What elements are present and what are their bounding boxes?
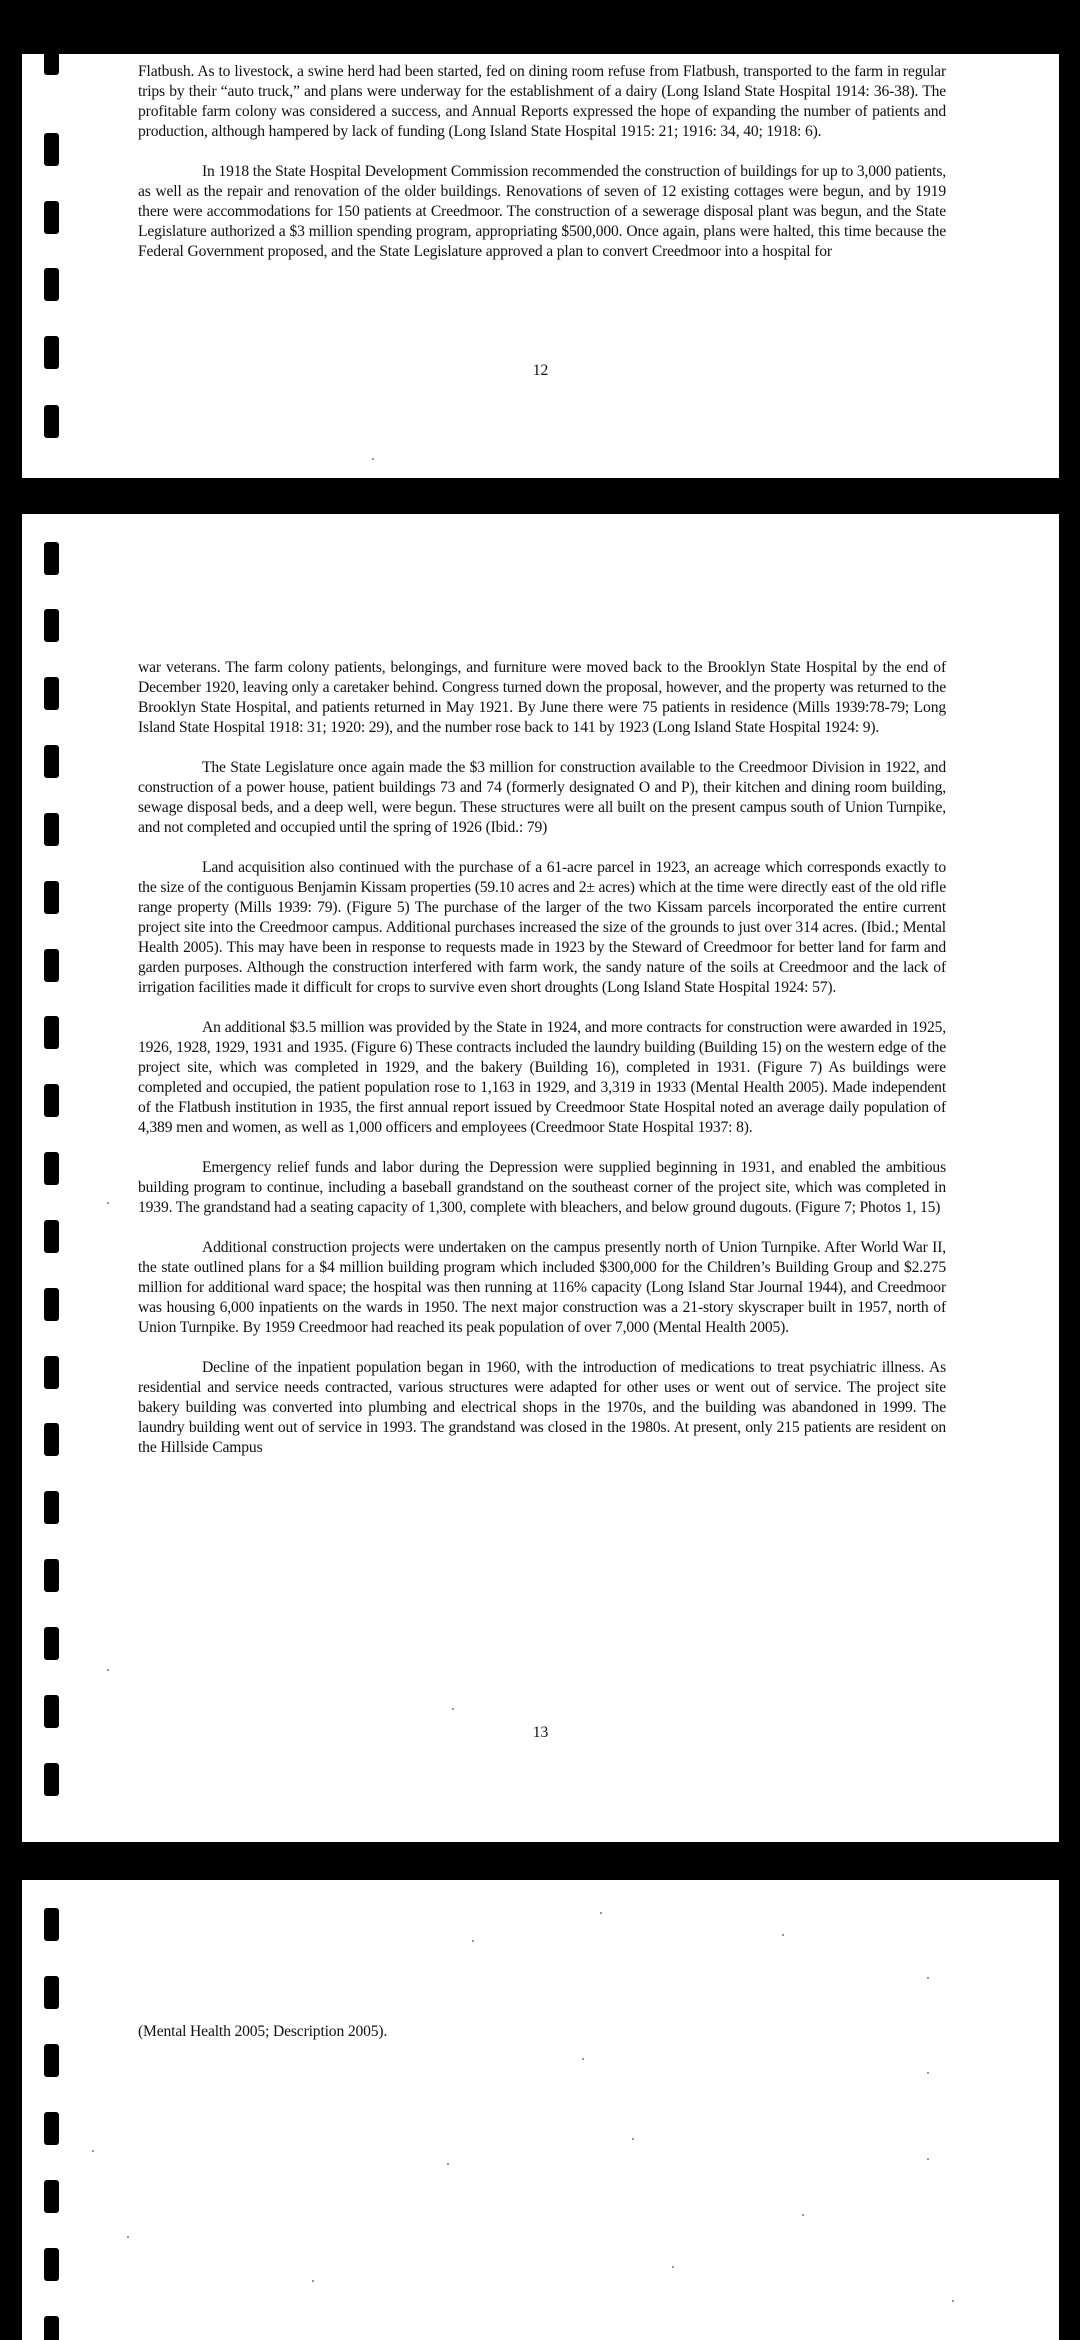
scan-speck <box>672 2266 674 2268</box>
paragraph: In 1918 the State Hospital Development Commission recommended the construction of buildings for up to 3,000 patients, as well as the repair and renovation of the older buildings. Renovations of seven of 12 existing cottages were begun, and by 1919 there were accommodations for 150 patients at Creedmoor. The construction of a sewerage disposal plant was begun, and the State Legislature authorized a $3 million spending program, appropriating $500,000. Once again, plans were halted, this time because the Federal Government proposed, and the State Legislature approved a plan to convert Creedmoor into a hospital for <box>138 163 946 260</box>
binder-hole <box>44 268 59 301</box>
binder-hole <box>44 1908 59 1941</box>
scan-speck <box>107 1669 109 1671</box>
binder-hole <box>44 1559 59 1592</box>
document-page-1 <box>22 54 1059 478</box>
page-3-text <box>138 2022 946 2042</box>
binder-hole <box>44 1288 59 1321</box>
paragraph: The State Legislature once again made the $3 million for construction available to the Creedmoor Division in 1922, and construction of a power house, patient buildings 73 and 74 (formerly designated O and P), their kitchen and dining room building, sewage disposal beds, and a deep well, were begun. These structures were all built on the present campus south of Union Turnpike, and not completed and occupied until the spring of 1926 (Ibid.: 79) <box>138 759 946 836</box>
page-2-text <box>138 658 946 1458</box>
binder-hole <box>44 813 59 846</box>
scan-speck <box>447 2163 449 2165</box>
scan-speck <box>127 2236 129 2238</box>
binder-hole <box>44 54 59 75</box>
scan-speck <box>927 2158 929 2160</box>
binder-hole <box>44 949 59 982</box>
paragraph: Land acquisition also continued with the purchase of a 61-acre parcel in 1923, an acreage which corresponds exactly to the size of the contiguous Benjamin Kissam properties (59.10 acres and 2± acres) which at the time were directly east of the old rifle range property (Mills 1939: 79). (Figure 5) The purchase of the larger of the two Kissam parcels incorporated the entire current project site into the Creedmoor campus. Additional purchases increased the size of the grounds to just over 314 acres. (Ibid.; Mental Health 2005). This may have been in response to requests made in 1923 by the Steward of Creedmoor for better land for farm and garden purposes. Although the construction interfered with farm work, the sandy nature of the soils at Creedmoor and the lack of irrigation facilities made it difficult for crops to survive even short droughts (Long Island State Hospital 1924: 57). <box>138 859 946 996</box>
binder-hole <box>44 609 59 642</box>
paragraph: Emergency relief funds and labor during the Depression were supplied beginning in 1931, and enabled the ambitious building program to continue, including a baseball grandstand on the southeast corner of the project site, which was completed in 1939. The grandstand had a seating capacity of 1,300, complete with bleachers, and below ground dugouts. (Figure 7; Photos 1, 15) <box>138 1159 946 1216</box>
scan-speck <box>782 1934 784 1936</box>
binder-hole <box>44 2316 59 2340</box>
paragraph: war veterans. The farm colony patients, belongings, and furniture were moved back to the Brooklyn State Hospital by the end of December 1920, leaving only a caretaker behind. Congress turned down the proposal, however, and the property was returned to the Brooklyn State Hospital, and patients returned in May 1921. By June there were 75 patients in residence (Mills 1939:78-79; Long Island State Hospital 1918: 31; 1920: 29), and the number rose back to 141 by 1923 (Long Island State Hospital 1924: 9). <box>138 659 946 736</box>
paragraph: Additional construction projects were undertaken on the campus presently north of Union Turnpike. After World War II, the state outlined plans for a $4 million building program which included $300,000 for the Children’s Building Group and $2.275 million for additional ward space; the hospital was then running at 116% capacity (Long Island Star Journal 1944), and Creedmoor was housing 6,000 inpatients on the wards in 1950. The next major construction was a 21-story skyscraper built in 1957, north of Union Turnpike. By 1959 Creedmoor had reached its peak population of over 7,000 (Mental Health 2005). <box>138 1239 946 1336</box>
binder-hole <box>44 1976 59 2009</box>
binder-hole <box>44 1491 59 1524</box>
binder-hole <box>44 677 59 710</box>
page-number: 12 <box>532 362 549 379</box>
binder-hole <box>44 1356 59 1389</box>
paragraph: An additional $3.5 million was provided by the State in 1924, and more contracts for construction were awarded in 1925, 1926, 1928, 1929, 1931 and 1935. (Figure 6) These contracts included the laundry building (Building 15) on the western edge of the project site, which was completed in 1929, and the bakery (Building 16), completed in 1931. (Figure 7) As buildings were completed and occupied, the patient population rose to 1,163 in 1929, and 3,319 in 1933 (Mental Health 2005). Made independent of the Flatbush institution in 1935, the first annual report issued by Creedmoor State Hospital noted an average daily population of 4,389 men and women, as well as 1,000 officers and employees (Creedmoor State Hospital 1937: 8). <box>138 1019 946 1136</box>
binder-hole <box>44 2112 59 2145</box>
binder-hole <box>44 1627 59 1660</box>
binder-hole <box>44 2248 59 2281</box>
binder-hole <box>44 405 59 438</box>
scan-speck <box>927 1977 929 1979</box>
scan-speck <box>582 2058 584 2060</box>
document-page-2 <box>22 514 1059 1842</box>
scan-speck <box>107 1202 109 1204</box>
page-number: 13 <box>532 1724 549 1741</box>
paragraph: (Mental Health 2005; Description 2005). <box>138 2023 388 2040</box>
binder-hole <box>44 542 59 575</box>
binder-hole <box>44 2044 59 2077</box>
scan-speck <box>927 2072 929 2074</box>
binder-hole <box>44 1016 59 1049</box>
binder-hole <box>44 1763 59 1796</box>
binder-hole <box>44 1084 59 1117</box>
scan-speck <box>452 1708 454 1710</box>
binder-hole <box>44 2180 59 2213</box>
binder-hole <box>44 133 59 166</box>
page-1-text <box>138 62 946 262</box>
paragraph: Decline of the inpatient population began in 1960, with the introduction of medications to treat psychiatric illness. As residential and service needs contracted, various structures were adapted for other uses or went out of service. The project site bakery building was converted into plumbing and electrical shops in the 1970s, and the building was abandoned in 1999. The laundry building went out of service in 1993. The grandstand was closed in the 1980s. At present, only 215 patients are resident on the Hillside Campus <box>138 1359 946 1456</box>
scan-speck <box>952 2300 954 2302</box>
binder-hole <box>44 1220 59 1253</box>
scan-speck <box>802 2214 804 2216</box>
binder-hole <box>44 1423 59 1456</box>
scan-speck <box>372 458 374 460</box>
scan-speck <box>632 2138 634 2140</box>
document-page-3 <box>22 1880 1059 2340</box>
binder-hole <box>44 745 59 778</box>
paragraph: Flatbush. As to livestock, a swine herd had been started, fed on dining room refuse from Flatbush, transported to the farm in regular trips by their “auto truck,” and plans were underway for the establishment of a dairy (Long Island State Hospital 1914: 36-38). The profitable farm colony was considered a success, and Annual Reports expressed the hope of expanding the number of patients and production, although hampered by lack of funding (Long Island State Hospital 1915: 21; 1916: 34, 40; 1918: 6). <box>138 63 946 140</box>
scan-speck <box>92 2150 94 2152</box>
binder-hole <box>44 201 59 234</box>
binder-hole <box>44 1152 59 1185</box>
scan-speck <box>472 1940 474 1942</box>
binder-hole <box>44 881 59 914</box>
scan-speck <box>600 1912 602 1914</box>
scan-speck <box>312 2280 314 2282</box>
